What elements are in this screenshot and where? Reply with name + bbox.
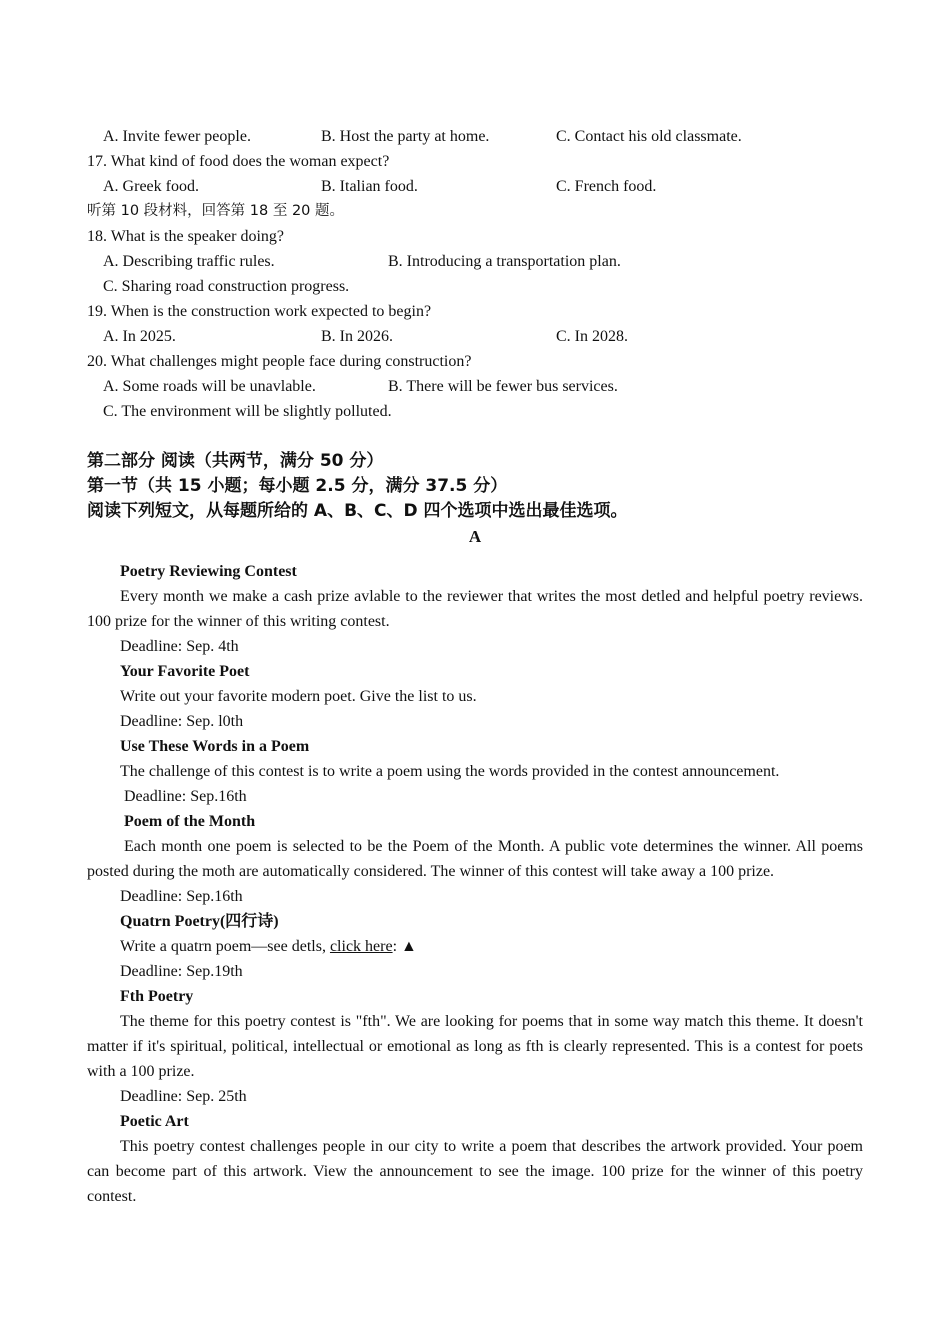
contest-title: Poetic Art (120, 1113, 189, 1130)
contest-body-suffix: : ▲ (392, 938, 417, 955)
q16-option-a: A. Invite fewer people. (103, 128, 251, 145)
section1-heading: 第一节（共 15 小题；每小题 2.5 分，满分 37.5 分） (87, 476, 508, 496)
q19-options (103, 324, 879, 349)
contest-body: This poetry contest challenges people in our city to write a poem that describes the artwork provided. Your poem can become part of this artwork. View the announcement to see the image. 100 prize for the winner of this poetry contest. (87, 1138, 863, 1205)
contest-body: The theme for this poetry contest is "fth". We are looking for poems that in some way match this theme. It doesn't matter if it's spiritual, political, intellectual or emotional as long as fth is clearly represented. This is a contest for poets with a 100 prize. (87, 1013, 863, 1080)
contest-title: Use These Words in a Poem (120, 738, 310, 755)
contest-title: Your Favorite Poet (120, 663, 250, 680)
contest-body-prefix: Write a quatrn poem—see detls, (120, 938, 330, 955)
contest-deadline: Deadline: Sep. 25th (120, 1088, 247, 1105)
reading-instruction: 阅读下列短文，从每题所给的 A、B、C、D 四个选项中选出最佳选项。 (87, 501, 628, 521)
contest-deadline: Deadline: Sep. 4th (120, 638, 239, 655)
q17-question: 17. What kind of food does the woman expect? (87, 153, 390, 170)
q19-option-a: A. In 2025. (103, 328, 176, 345)
contest-body: Each month one poem is selected to be the Poem of the Month. A public vote determines the winner. All poems posted during the moth are automatically considered. The winner of this contest will take away a 100 prize. (87, 838, 863, 880)
q16-option-c: C. Contact his old classmate. (556, 128, 742, 145)
q18-options-row1 (103, 249, 879, 274)
q20-question: 20. What challenges might people face during construction? (87, 353, 472, 370)
q18-option-b: B. Introducing a transportation plan. (388, 253, 621, 270)
contest-deadline: Deadline: Sep. l0th (120, 713, 244, 730)
contest-title: Quatrn Poetry(四行诗) (120, 913, 279, 930)
passage-label: A (468, 527, 482, 546)
q17-option-c: C. French food. (556, 178, 657, 195)
q18-option-c: C. Sharing road construction progress. (103, 278, 350, 295)
q20-option-a: A. Some roads will be unavlable. (103, 378, 316, 395)
q18-option-a: A. Describing traffic rules. (103, 253, 275, 270)
q20-option-b: B. There will be fewer bus services. (388, 378, 618, 395)
q20-options-row1 (103, 374, 879, 399)
contest-title: Poem of the Month (124, 813, 256, 830)
contest-deadline: Deadline: Sep.16th (124, 788, 247, 805)
contest-body: Every month we make a cash prize avlable to the reviewer that writes the most detled and helpful poetry reviews. 100 prize for the winner of this writing contest. (87, 588, 863, 630)
q18-question: 18. What is the speaker doing? (87, 228, 284, 245)
q19-question: 19. When is the construction work expected to begin? (87, 303, 432, 320)
contest-deadline: Deadline: Sep.16th (120, 888, 243, 905)
q16-options (103, 124, 879, 149)
contest-body: Write out your favorite modern poet. Give the list to us. (120, 688, 477, 705)
q19-option-b: B. In 2026. (321, 328, 393, 345)
q17-option-a: A. Greek food. (103, 178, 199, 195)
contest-deadline: Deadline: Sep.19th (120, 963, 243, 980)
contest-title: Fth Poetry (120, 988, 194, 1005)
q17-option-b: B. Italian food. (321, 178, 418, 195)
click-here-link[interactable]: click here (329, 938, 393, 955)
contest-title: Poetry Reviewing Contest (120, 563, 297, 580)
q16-option-b: B. Host the party at home. (321, 128, 490, 145)
q20-option-c: C. The environment will be slightly polluted. (103, 403, 392, 420)
part2-heading: 第二部分 阅读（共两节，满分 50 分） (87, 451, 384, 471)
listening-instruction: 听第 10 段材料，回答第 18 至 20 题。 (87, 203, 345, 219)
contest-body (120, 934, 896, 959)
q17-options (103, 174, 879, 199)
contest-body: The challenge of this contest is to write a poem using the words provided in the contest announcement. (120, 763, 780, 780)
q19-option-c: C. In 2028. (556, 328, 628, 345)
